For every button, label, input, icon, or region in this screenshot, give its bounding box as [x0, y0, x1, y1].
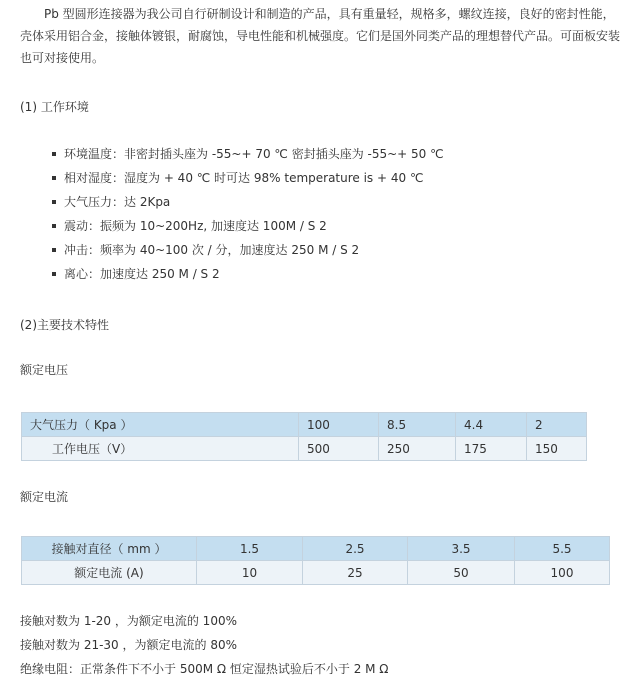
table-cell: 500 — [299, 437, 379, 461]
table-cell: 大气压力（ Kpa ） — [22, 413, 299, 437]
list-item: 大气压力：达 2Kpa — [52, 194, 444, 218]
environment-list — [52, 146, 444, 290]
table-cell: 接触对直径（ mm ） — [22, 537, 197, 561]
list-item: 离心：加速度达 250 M / S 2 — [52, 266, 444, 290]
table-row — [22, 561, 610, 585]
table-cell: 2 — [527, 413, 587, 437]
list-item: 冲击：频率为 40~100 次 / 分，加速度达 250 M / S 2 — [52, 242, 444, 266]
bullet-icon — [52, 152, 56, 156]
bullet-icon — [52, 248, 56, 252]
bullet-icon — [52, 224, 56, 228]
table-cell: 10 — [197, 561, 303, 585]
bullet-icon — [52, 272, 56, 276]
table-cell: 工作电压（V） — [22, 437, 299, 461]
table-cell: 2.5 — [303, 537, 408, 561]
note-line: 绝缘电阻：正常条件下不小于 500M Ω 恒定湿热试验后不小于 2 M Ω — [20, 662, 389, 676]
note-line: 接触对数为 21-30 ，为额定电流的 80% — [20, 638, 237, 652]
table-cell: 额定电流 (A) — [22, 561, 197, 585]
current-heading: 额定电流 — [20, 490, 69, 504]
table-row — [22, 537, 610, 561]
list-item: 震动：振频为 10~200Hz, 加速度达 100M / S 2 — [52, 218, 444, 242]
intro-paragraph: Pb 型圆形连接器为我公司自行研制设计和制造的产品，具有重量轻，规格多，螺纹连接，良好的密封性能，壳体采用铝合金，接触体镀银，耐腐蚀，导电性能和机械强度。它们是国外同类产品的理想替代产品。可面板安装也可对接使用。 — [20, 7, 621, 65]
list-item: 环境温度：非密封插头座为 -55~+ 70 ℃ 密封插头座为 -55~+ 50 ℃ — [52, 146, 444, 170]
table-cell: 100 — [515, 561, 610, 585]
table-cell: 4.4 — [456, 413, 527, 437]
table-cell: 250 — [379, 437, 456, 461]
table-cell: 50 — [408, 561, 515, 585]
table-row — [22, 413, 587, 437]
table-cell: 5.5 — [515, 537, 610, 561]
note-line: 接触对数为 1-20 ，为额定电流的 100% — [20, 614, 237, 628]
table-cell: 1.5 — [197, 537, 303, 561]
table-cell: 150 — [527, 437, 587, 461]
list-item: 相对湿度：湿度为 + 40 ℃ 时可达 98% temperature is + 40 ℃ — [52, 170, 444, 194]
environment-heading: (1) 工作环境 — [20, 100, 89, 114]
table-cell: 3.5 — [408, 537, 515, 561]
tech-heading: (2)主要技术特性 — [20, 318, 109, 332]
bullet-icon — [52, 176, 56, 180]
table-cell: 25 — [303, 561, 408, 585]
voltage-heading: 额定电压 — [20, 363, 69, 377]
current-table — [21, 536, 610, 585]
bullet-icon — [52, 200, 56, 204]
table-cell: 8.5 — [379, 413, 456, 437]
table-cell: 175 — [456, 437, 527, 461]
table-cell: 100 — [299, 413, 379, 437]
voltage-table — [21, 412, 587, 461]
table-row — [22, 437, 587, 461]
